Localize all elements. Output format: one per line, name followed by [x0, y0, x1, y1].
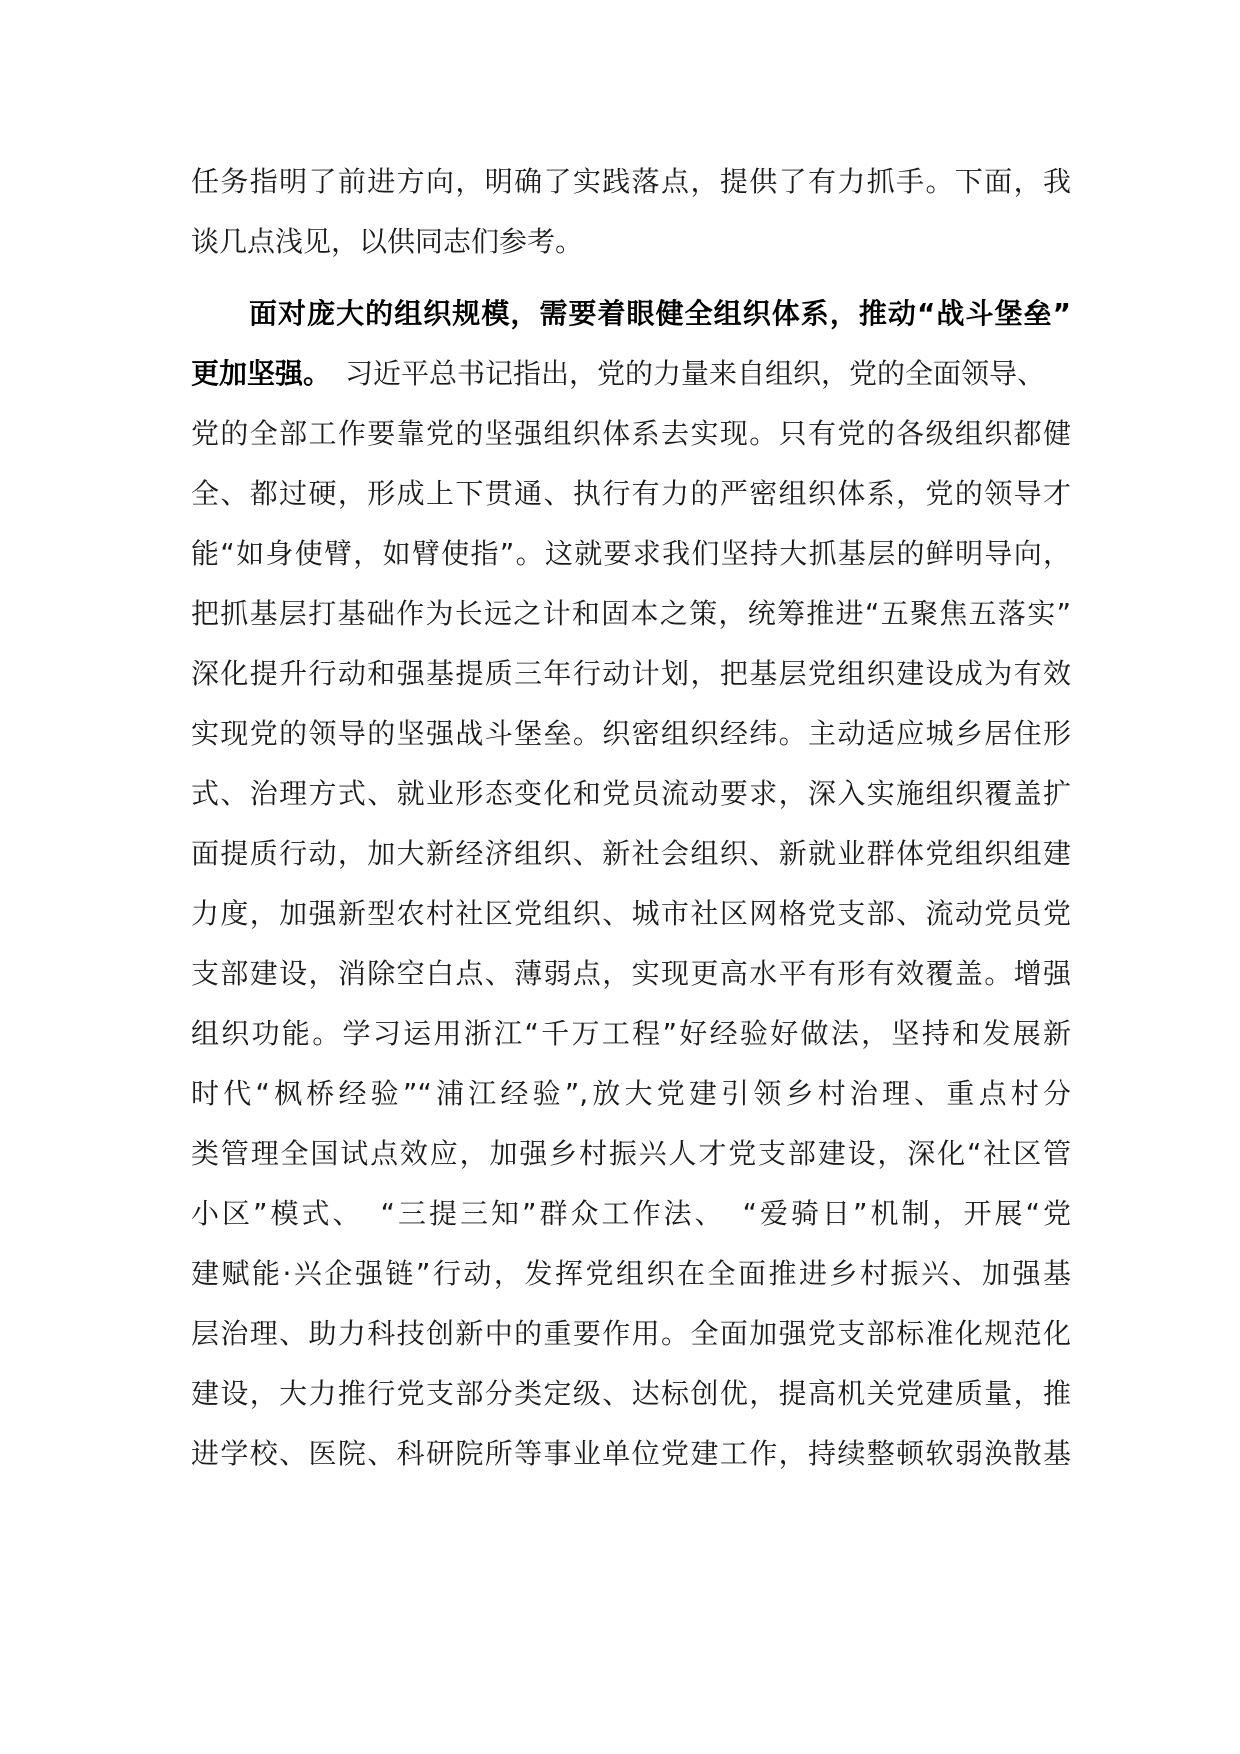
paragraph-line: 小区”模式、 “三提三知”群众工作法、 “爱骑日”机制，开展“党: [191, 1197, 1071, 1230]
paragraph-line: 谈几点浅见，以供同志们参考。: [191, 225, 584, 258]
paragraph-line: 面提质行动，加大新经济组织、新社会组织、新就业群体党组织组建: [191, 837, 1071, 870]
paragraph-text: 习近平总书记指出，党的力量来自组织，党的全面领导、: [317, 357, 1046, 390]
paragraph-line: 力度，加强新型农村社区党组织、城市社区网格党支部、流动党员党: [191, 897, 1071, 930]
paragraph-line: 党的全部工作要靠党的坚强组织体系去实现。只有党的各级组织都健: [191, 417, 1071, 450]
paragraph-line: 全、都过硬，形成上下贯通、执行有力的严密组织体系，党的领导才: [191, 477, 1071, 510]
paragraph-line: 任务指明了前进方向，明确了实践落点，提供了有力抓手。下面，我: [191, 165, 1071, 198]
paragraph-line: [191, 344, 1071, 404]
paragraph-line: 实现党的领导的坚强战斗堡垒。织密组织经纬。主动适应城乡居住形: [191, 717, 1071, 750]
section-heading-continuation: 更加坚强。: [191, 357, 318, 390]
paragraph-line: 支部建设，消除空白点、薄弱点，实现更高水平有形有效覆盖。增强: [191, 957, 1071, 990]
paragraph-line: 把抓基层打基础作为长远之计和固本之策，统筹推进“五聚焦五落实”: [191, 597, 1071, 630]
paragraph-line: 式、治理方式、就业形态变化和党员流动要求，深入实施组织覆盖扩: [191, 777, 1071, 810]
paragraph-line: 能“如身使臂，如臂使指”。这就要求我们坚持大抓基层的鲜明导向，: [191, 537, 1071, 570]
paragraph-line: 层治理、助力科技创新中的重要作用。全面加强党支部标准化规范化: [191, 1317, 1071, 1350]
section-heading: 面对庞大的组织规模，需要着眼健全组织体系，推动“战斗堡垒”: [249, 297, 1071, 330]
paragraph-line: 建赋能·兴企强链”行动，发挥党组织在全面推进乡村振兴、加强基: [191, 1257, 1071, 1290]
paragraph-line: 类管理全国试点效应，加强乡村振兴人才党支部建设，深化“社区管: [191, 1137, 1071, 1170]
paragraph-line: 进学校、医院、科研院所等事业单位党建工作，持续整顿软弱涣散基: [191, 1437, 1071, 1470]
paragraph-line: 深化提升行动和强基提质三年行动计划，把基层党组织建设成为有效: [191, 657, 1071, 690]
paragraph-line: 建设，大力推行党支部分类定级、达标创优，提高机关党建质量，推: [191, 1377, 1071, 1410]
paragraph-line: 时代“枫桥经验”“浦江经验”,放大党建引领乡村治理、重点村分: [191, 1077, 1071, 1110]
document-body: [191, 152, 1071, 1484]
paragraph-line: 组织功能。学习运用浙江“千万工程”好经验好做法，坚持和发展新: [191, 1017, 1071, 1050]
